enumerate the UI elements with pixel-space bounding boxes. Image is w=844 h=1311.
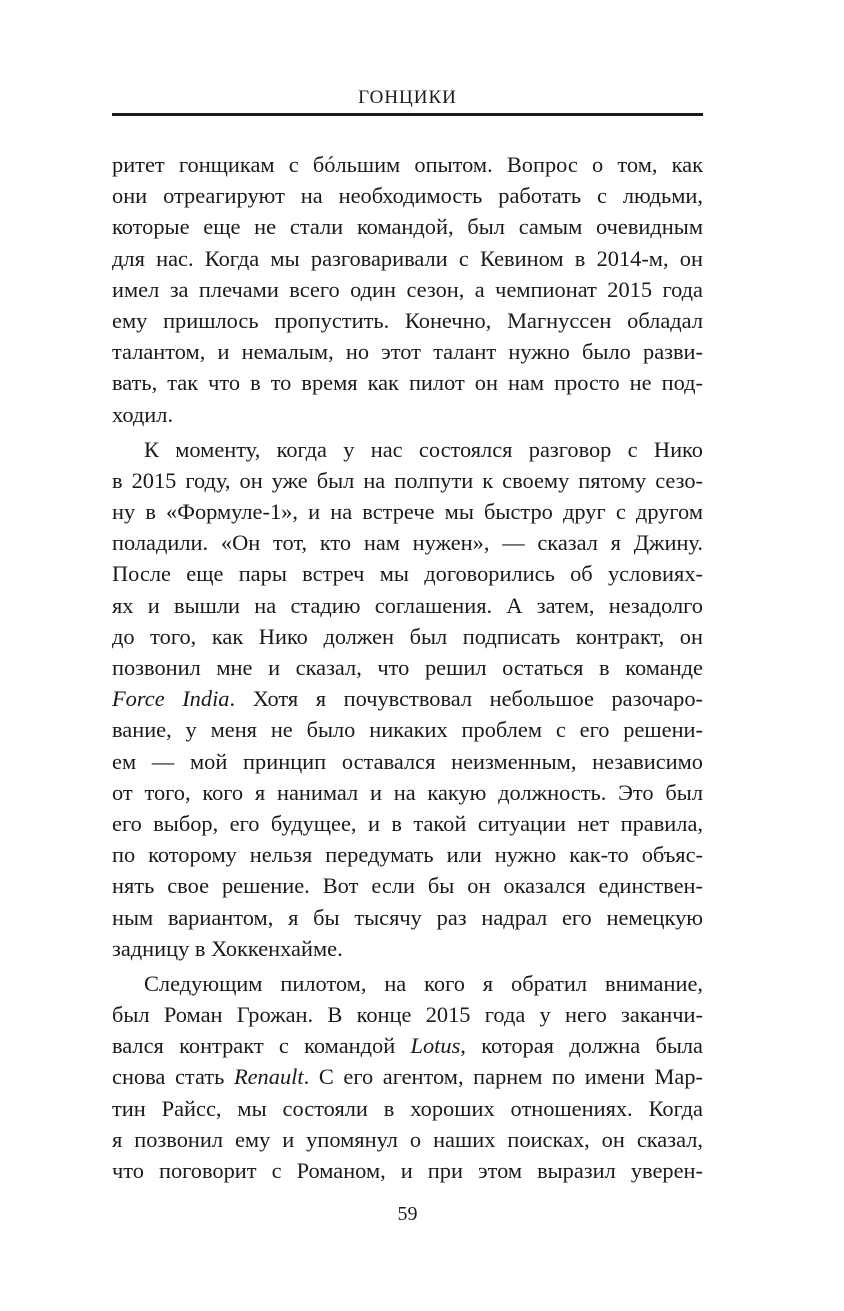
text-line: был Роман Грожан. В конце 2015 года у него заканчи- [112,1002,703,1028]
text-line [112,1061,703,1092]
text-line: талантом, и немалым, но этот талант нужно было разви- [112,339,703,365]
text-line: я позвонил ему и упомянул о наших поисках, он сказал, [112,1126,703,1152]
text-line: К моменту, когда у нас состоялся разговор с Нико [144,436,703,462]
text-fragment: вался контракт с командой [112,1033,411,1059]
text-line: ну в «Формуле-1», и на встрече мы быстро друг с другом [112,499,703,525]
running-head: ГОНЦИКИ [358,87,457,108]
text-line: поладили. «Он тот, кто нам нужен», — сказал я Джину. [112,530,703,556]
text-line: ем — мой принцип оставался неизменным, независимо [112,748,703,774]
text-fragment: . С его агентом, парнем по имени Мар- [303,1064,703,1090]
text-line: ритет гонщикам с бóльшим опытом. Вопрос о том, как [112,152,703,177]
text-fragment: , которая должна была [460,1033,703,1059]
text-line: его выбор, его будущее, и в такой ситуации нет правила, [112,810,703,836]
text-line: задницу в Хоккенхайме. [112,935,343,961]
text-line: ему пришлось пропустить. Конечно, Магнуссен обладал [112,307,703,333]
text-line: ях и вышли на стадию соглашения. А затем, незадолго [112,592,703,618]
header-rule [112,113,703,116]
text-line: они отреагируют на необходимость работать с людьми, [112,183,703,209]
text-line: нять свое решение. Вот если бы он оказался единствен- [112,873,703,899]
text-fragment: . Хотя я почувствовал небольшое разочаро- [229,686,703,712]
text-line: которые еще не стали командой, был самым очевидным [112,214,703,240]
italic-team-name: Force India [112,686,230,712]
text-line: вание, у меня не было никаких проблем с его решени- [112,717,703,743]
text-line: в 2015 году, он уже был на полпути к своему пятому сезо- [112,467,703,493]
text-line: После еще пары встреч мы договорились об условиях- [112,561,703,587]
text-line: для нас. Когда мы разговаривали с Кевином в 2014-м, он [112,245,703,271]
text-line: до того, как Нико должен был подписать контракт, он [112,623,703,649]
text-line: тин Райсс, мы состояли в хороших отношениях. Когда [112,1095,703,1121]
text-line: имел за плечами всего один сезон, а чемпионат 2015 года [112,276,703,302]
text-line: Следующим пилотом, на кого я обратил внимание, [144,970,703,996]
text-line: ным вариантом, я бы тысячу раз надрал его немецкую [112,904,703,930]
text-line: ходил. [112,401,174,427]
text-fragment: снова стать [112,1064,234,1090]
text-line [112,1030,703,1061]
text-line: вать, так что в то время как пилот он нам просто не под- [112,370,703,396]
italic-team-name: Renault [233,1064,304,1090]
page-number: 59 [397,1203,418,1225]
italic-team-name: Lotus [410,1033,461,1059]
text-line: позвонил мне и сказал, что решил остаться в команде [112,655,703,680]
body-text [112,149,703,1186]
text-line: по которому нельзя передумать или нужно как-то объяс- [112,842,703,868]
text-line [112,683,703,714]
text-line: от того, кого я нанимал и на какую должность. Это был [112,779,703,805]
text-line: что поговорит с Романом, и при этом выразил уверен- [112,1158,703,1183]
